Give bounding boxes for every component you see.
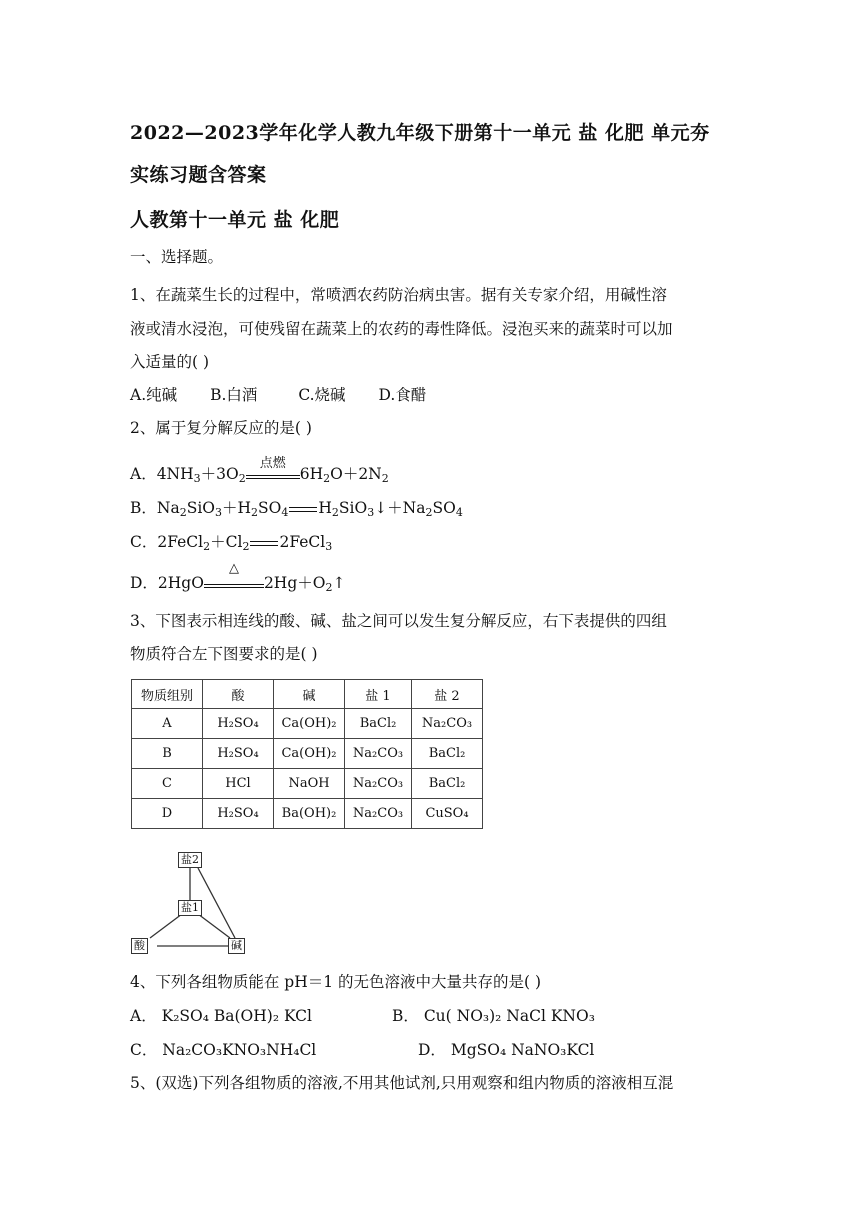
q2-option-b: B．$Na_2SiO_3+H_2SO_4$ $H_2SiO_3↓+Na_2SO_4$ bbox=[130, 499, 463, 519]
table-cell: H₂SO₄ bbox=[203, 799, 274, 829]
q1-line3: 入适量的( ) bbox=[130, 353, 210, 371]
doc-subtitle: 人教第十一单元 盐 化肥 bbox=[130, 209, 340, 231]
table-cell: Na₂CO₃ bbox=[345, 799, 412, 829]
q1-line2: 液或清水浸泡，可使残留在蔬菜上的农药的毒性降低。浸泡买来的蔬菜时可以加 bbox=[130, 320, 673, 338]
q2-option-a: A．$4NH_3+3O_2$ 点燃 $6H_2O+2N_2$ bbox=[130, 456, 389, 485]
line-salt1-base bbox=[198, 914, 230, 938]
q3-line2: 物质符合左下图要求的是( ) bbox=[130, 645, 318, 663]
q1-option-d: D.食醋 bbox=[378, 386, 427, 404]
q1-options bbox=[130, 383, 454, 405]
line-salt1-acid bbox=[150, 914, 182, 938]
table-cell: Ca(OH)₂ bbox=[274, 709, 345, 739]
table-cell: BaCl₂ bbox=[345, 709, 412, 739]
table-row bbox=[132, 799, 483, 829]
diagram-base: 碱 bbox=[228, 938, 245, 954]
table-cell: Ca(OH)₂ bbox=[274, 739, 345, 769]
table-cell: BaCl₂ bbox=[412, 769, 483, 799]
table-cell: NaOH bbox=[274, 769, 345, 799]
table-cell: C bbox=[132, 769, 203, 799]
table-row bbox=[132, 769, 483, 799]
table-header: 盐 1 bbox=[345, 680, 412, 709]
table-header: 物质组别 bbox=[132, 680, 203, 709]
doc-title-line1: 2022—2023学年化学人教九年级下册第十一单元 盐 化肥 单元夯 bbox=[130, 122, 710, 144]
q4-option-c: C． Na₂CO₃KNO₃NH₄Cl bbox=[130, 1041, 317, 1059]
q2-option-c: C．$2FeCl_2+Cl_2$ 2FeCl$_3$ bbox=[130, 533, 333, 553]
q1-line1: 1、在蔬菜生长的过程中，常喷洒农药防治病虫害。据有关专家介绍，用碱性溶 bbox=[130, 286, 667, 304]
substance-table bbox=[131, 679, 483, 829]
doc-title-line2: 实练习题含答案 bbox=[130, 164, 267, 186]
table-cell: H₂SO₄ bbox=[203, 709, 274, 739]
table-header-row bbox=[132, 680, 483, 709]
q3-line1: 3、下图表示相连线的酸、碱、盐之间可以发生复分解反应，右下表提供的四组 bbox=[130, 612, 667, 630]
q1-option-a: A.纯碱 bbox=[130, 386, 178, 404]
table-cell: D bbox=[132, 799, 203, 829]
table-cell: Na₂CO₃ bbox=[345, 769, 412, 799]
table-cell: H₂SO₄ bbox=[203, 739, 274, 769]
q5-line1: 5、(双选)下列各组物质的溶液,不用其他试剂,只用观察和组内物质的溶液相互混 bbox=[130, 1074, 674, 1092]
diagram-salt2: 盐2 bbox=[178, 852, 202, 868]
q4-option-d: D． MgSO₄ NaNO₃KCl bbox=[418, 1041, 595, 1059]
reaction-condition: 点燃 bbox=[246, 469, 300, 479]
heat-condition: △ bbox=[204, 578, 264, 588]
q2-stem: 2、属于复分解反应的是( ) bbox=[130, 419, 312, 437]
table-row bbox=[132, 739, 483, 769]
table-cell: CuSO₄ bbox=[412, 799, 483, 829]
table-header: 盐 2 bbox=[412, 680, 483, 709]
q1-option-b: B.白酒 bbox=[210, 386, 258, 404]
table-cell: HCl bbox=[203, 769, 274, 799]
table-cell: BaCl₂ bbox=[412, 739, 483, 769]
table-cell: B bbox=[132, 739, 203, 769]
diagram-acid: 酸 bbox=[131, 938, 148, 954]
table-header: 酸 bbox=[203, 680, 274, 709]
diagram-salt1: 盐1 bbox=[178, 900, 202, 916]
table-cell: Na₂CO₃ bbox=[412, 709, 483, 739]
table-row bbox=[132, 709, 483, 739]
table-cell: Na₂CO₃ bbox=[345, 739, 412, 769]
section-heading: 一、选择题。 bbox=[130, 248, 224, 266]
table-header: 碱 bbox=[274, 680, 345, 709]
table-cell: Ba(OH)₂ bbox=[274, 799, 345, 829]
q2-option-d: D．2HgO △ $2Hg+O_2↑$ bbox=[130, 561, 346, 594]
q1-option-c: C.烧碱 bbox=[298, 386, 346, 404]
q4-stem: 4、下列各组物质能在 pH＝1 的无色溶液中大量共存的是( ) bbox=[130, 973, 542, 991]
reaction-diagram bbox=[130, 850, 254, 958]
q4-option-a: A． K₂SO₄ Ba(OH)₂ KCl bbox=[130, 1007, 312, 1025]
table-cell: A bbox=[132, 709, 203, 739]
q4-option-b: B． Cu( NO₃)₂ NaCl KNO₃ bbox=[392, 1007, 595, 1025]
